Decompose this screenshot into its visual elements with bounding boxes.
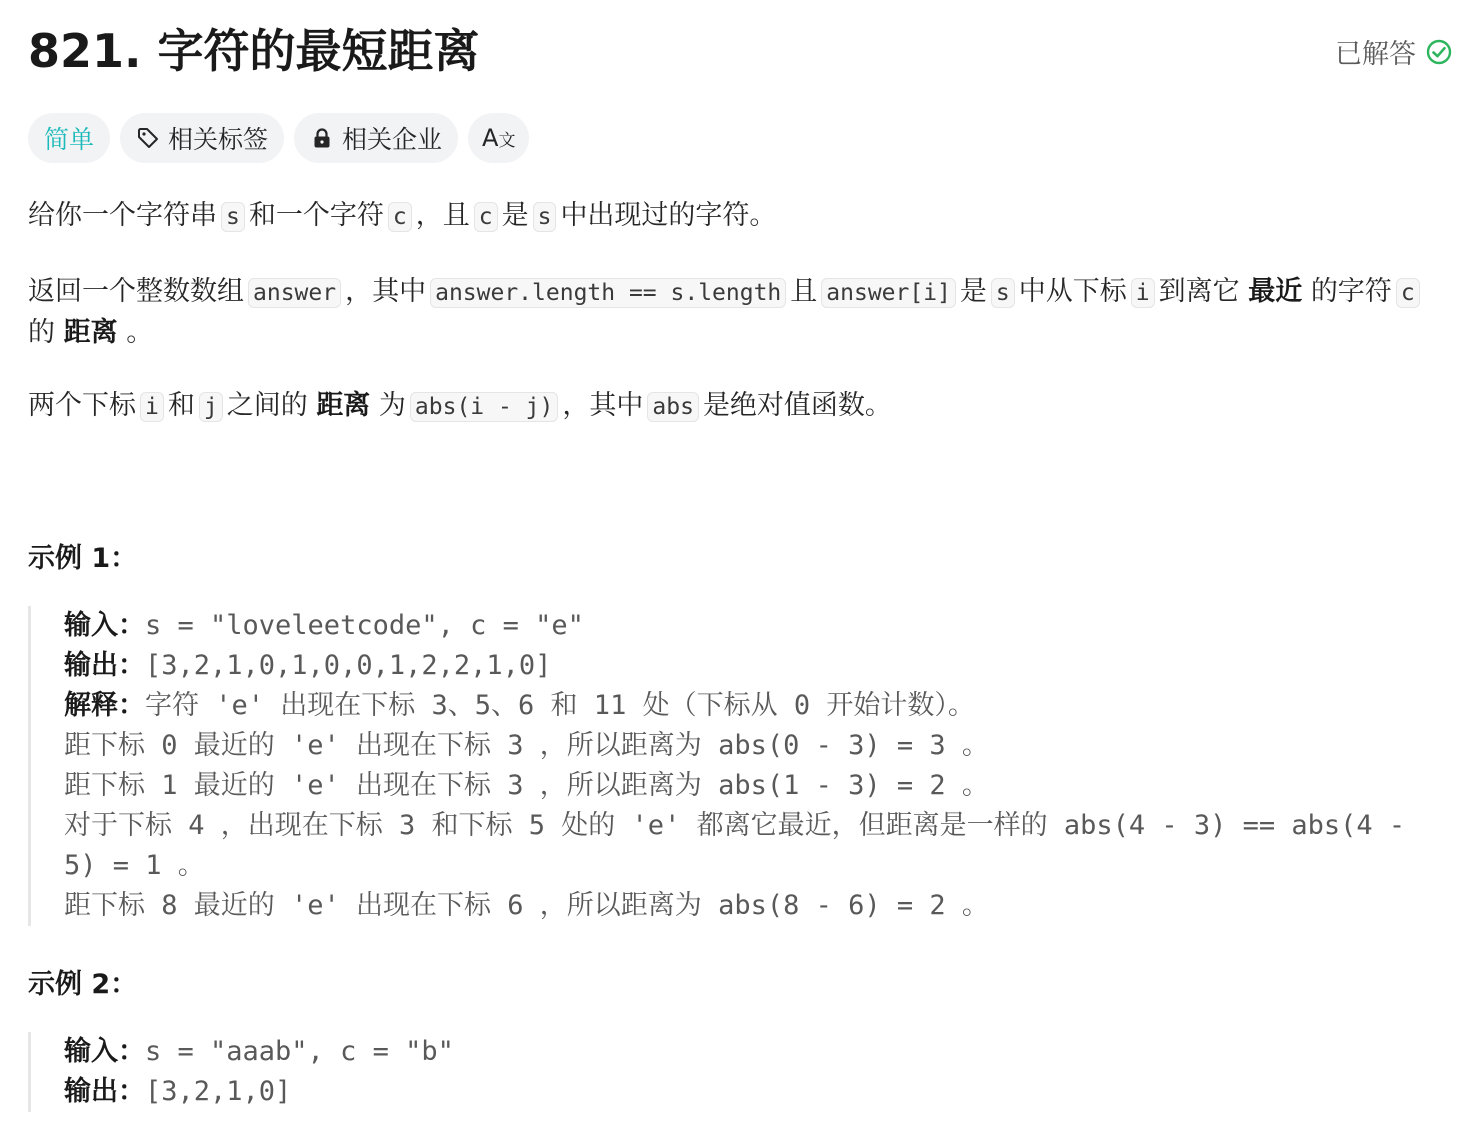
inline-code: s [533, 202, 557, 232]
solved-label: 已解答 [1335, 39, 1416, 70]
input-label: 输入： [64, 610, 145, 641]
related-tags-button[interactable] [120, 113, 284, 163]
description-paragraph-2: 返回一个整数数组 answer ，其中 answer.length == s.length 且 answer[i] 是 s 中从下标 i 到离它 最近 的字符 c的 距离 。 [28, 272, 1436, 353]
description-paragraph-3: 两个下标 i 和 j 之间的 距离 为 abs(i - j) ，其中 abs 是绝对值函数。 [28, 390, 892, 421]
inline-code: c [474, 202, 498, 232]
bold-text: 距离 [63, 317, 118, 348]
problem-title: 821. 字符的最短距离 [28, 24, 480, 78]
tag-icon [136, 126, 160, 150]
example-1-block [28, 606, 1436, 926]
problem-header [28, 22, 1452, 82]
inline-code: s [221, 202, 245, 232]
related-tags-label: 相关标签 [168, 125, 269, 154]
explain-label: 解释： [64, 690, 145, 721]
inline-code: answer.length == s.length [430, 278, 786, 308]
tag-bar [28, 113, 529, 163]
translate-icon: A文 [482, 124, 516, 152]
inline-code: i [140, 392, 164, 422]
output-value: [3,2,1,0] [145, 1076, 292, 1107]
inline-code: abs [647, 392, 699, 422]
input-value: s = "loveleetcode", c = "e" [145, 610, 584, 641]
output-label: 输出： [64, 1076, 145, 1107]
explain-text: 对于下标 4 ，出现在下标 3 和下标 5 处的 'e' 都离它最近，但距离是一样的 abs(4 - 3) == abs(4 - 5) = 1 。 [64, 810, 1422, 881]
difficulty-label: 简单 [44, 125, 95, 154]
example-output-line [64, 1072, 1436, 1112]
inline-code: answer[i] [821, 278, 956, 308]
related-companies-label: 相关企业 [342, 125, 443, 154]
input-label: 输入： [64, 1036, 145, 1067]
inline-code: i [1131, 278, 1155, 308]
example-2-title: 示例 2： [28, 969, 138, 1000]
inline-code: s [991, 278, 1015, 308]
inline-code: c [1396, 278, 1420, 308]
explain-text: 距下标 0 最近的 'e' 出现在下标 3 ，所以距离为 abs(0 - 3) = 3 。 [64, 730, 989, 761]
solved-status[interactable] [1335, 32, 1452, 71]
example-output-line [64, 646, 1436, 686]
explain-text: 距下标 8 最近的 'e' 出现在下标 6 ，所以距离为 abs(8 - 6) = 2 。 [64, 890, 989, 921]
translate-button[interactable] [468, 113, 529, 163]
description-paragraph-1: 给你一个字符串 s 和一个字符 c ，且 c 是 s 中出现过的字符。 [28, 200, 777, 231]
example-input-line [64, 606, 1436, 646]
inline-code: abs(i - j) [410, 392, 558, 422]
example-2-block [28, 1032, 1436, 1112]
difficulty-badge [28, 113, 110, 163]
output-label: 输出： [64, 650, 145, 681]
input-value: s = "aaab", c = "b" [145, 1036, 454, 1067]
check-circle-icon [1426, 39, 1452, 65]
inline-code: j [199, 392, 223, 422]
inline-code: c [388, 202, 412, 232]
example-1-title: 示例 1： [28, 543, 138, 574]
explain-text: 距下标 1 最近的 'e' 出现在下标 3 ，所以距离为 abs(1 - 3) = 2 。 [64, 770, 989, 801]
example-explain-line [64, 686, 1436, 726]
inline-code: answer [248, 278, 341, 308]
explain-text: 字符 'e' 出现在下标 3、5、6 和 11 处（下标从 0 开始计数）。 [145, 690, 975, 721]
bold-text: 最近 [1248, 276, 1303, 307]
lock-icon [310, 126, 334, 150]
example-input-line [64, 1032, 1436, 1072]
output-value: [3,2,1,0,1,0,0,1,2,2,1,0] [145, 650, 552, 681]
related-companies-button[interactable] [294, 113, 458, 163]
bold-text: 距离 [316, 390, 371, 421]
